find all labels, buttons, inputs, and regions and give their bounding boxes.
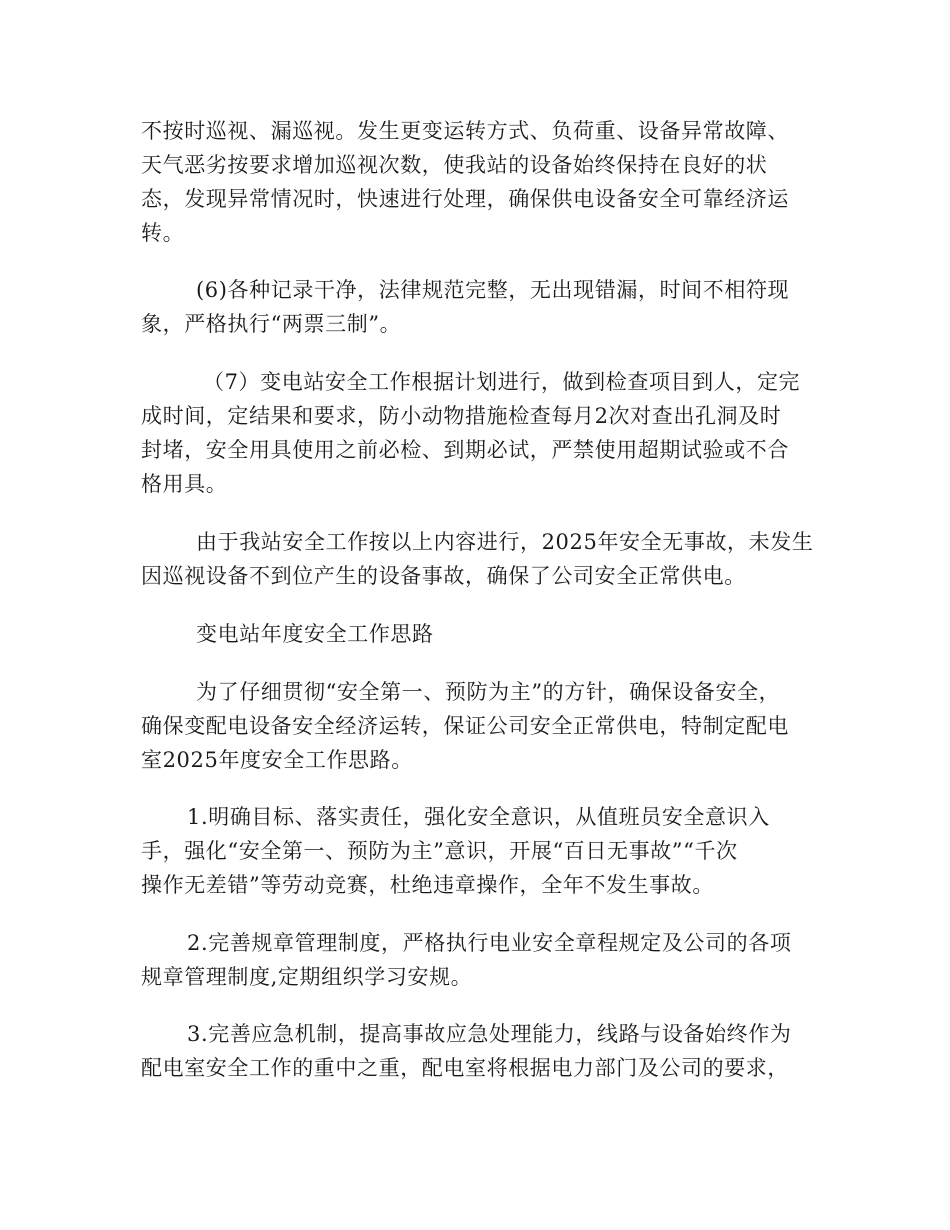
text-line: 配电室安全工作的重中之重，配电室将根据电力部门及公司的要求， — [141, 1056, 789, 1080]
text-line: 室2025年度安全工作思路。 — [141, 748, 413, 772]
text-line: 因巡视设备不到位产生的设备事故，确保了公司安全正常供电。 — [141, 564, 746, 588]
text-line: 3.完善应急机制，提高事故应急处理能力，线路与设备始终作为 — [187, 1022, 792, 1046]
text-line: 象，严格执行“两票三制”。 — [141, 312, 402, 336]
text-line: 态，发现异常情况时，快速进行处理，确保供电设备安全可靠经济运 — [141, 187, 789, 211]
text-line: 格用具。 — [141, 472, 228, 496]
text-line: 由于我站安全工作按以上内容进行，2025年安全无事故，未发生 — [196, 530, 814, 554]
text-line: 确保变配电设备安全经济运转，保证公司安全正常供电，特制定配电 — [141, 714, 789, 738]
text-line: 成时间，定结果和要求，防小动物措施检查每月2次对查出孔洞及时 — [141, 404, 782, 428]
section-heading: 变电站年度安全工作思路 — [196, 622, 434, 646]
text-line: 1.明确目标、落实责任，强化安全意识，从值班员安全意识入 — [187, 805, 770, 829]
text-line: 手，强化“安全第一、预防为主”意识，开展“百日无事故”“千次 — [141, 839, 738, 863]
text-line: (6)各种记录干净，法律规范完整，无出现错漏，时间不相符现 — [196, 278, 790, 302]
text-line: 规章管理制度,定期组织学习安规。 — [141, 965, 473, 989]
text-line: 不按时巡视、漏巡视。发生更变运转方式、负荷重、设备异常故障、 — [141, 119, 789, 143]
text-line: 转。 — [141, 221, 185, 245]
text-line: 2.完善规章管理制度，严格执行电业安全章程规定及公司的各项 — [187, 931, 792, 955]
text-line: 封堵，安全用具使用之前必检、到期必试，严禁使用超期试验或不合 — [141, 438, 789, 462]
text-line: 为了仔细贯彻“安全第一、预防为主”的方针，确保设备安全， — [196, 680, 781, 704]
text-line: 天气恶劣按要求增加巡视次数，使我站的设备始终保持在良好的状 — [141, 153, 768, 177]
text-line: 操作无差错”等劳动竞赛，杜绝违章操作，全年不发生事故。 — [141, 873, 714, 897]
text-line: （7）变电站安全工作根据计划进行，做到检查项目到人，定完 — [203, 370, 801, 394]
